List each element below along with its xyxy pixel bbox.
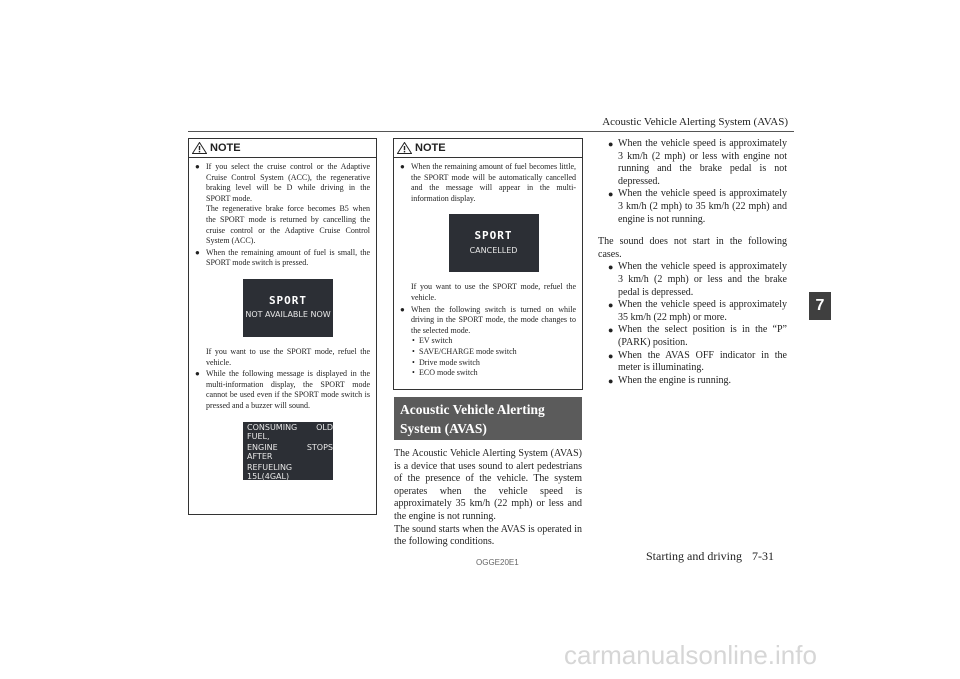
page-number: 7-31 [752,549,774,563]
display-message: NOT AVAILABLE NOW [245,310,331,320]
switch-item: • ECO mode switch [411,368,576,379]
section-heading-line: System (AVAS) [400,421,487,436]
note-item [195,248,370,368]
section-heading [394,397,582,440]
body-paragraph: The Acoustic Vehicle Alerting System (AVAS) is a device that uses sound to alert pedestrians of the presence of the vehicle. The system operates when the vehicle speed is approximately 35 km/h (22 mph) or less and the engine is not running. [394,448,582,522]
note-text: When the remaining amount of fuel is small, the SPORT mode switch is pressed. [206,247,370,268]
note-text: When the remaining amount of fuel becomes little, the SPORT mode will be automatically cancelled and the message will appear in the multi-information display. [411,162,576,203]
sport-mode-logo: SPORT [474,229,513,243]
header-rule [188,131,794,132]
note-item [195,369,370,479]
start-condition: ● When the vehicle speed is approximately 3 km/h (2 mph) to 35 km/h (22 mph) and engine is not running. [608,188,787,225]
display-message: CANCELLED [469,245,518,255]
note-header [394,139,582,158]
nostart-condition: ● When the select position is in the “P” (PARK) position. [608,324,787,348]
bullet-icon: ● [608,350,614,361]
note-text: If you want to use the SPORT mode, refuel the vehicle. [411,282,576,302]
right-column [598,138,787,387]
note-item [400,305,576,379]
bullet-icon: ● [195,162,200,171]
section-body [394,448,582,549]
body-paragraph: The sound starts when the AVAS is operated in the following conditions. [394,523,582,548]
footer-section-name: Starting and driving [646,549,742,563]
bullet-icon: ● [608,375,614,386]
nostart-condition: ● When the engine is running. [608,374,732,386]
note-text: If you select the cruise control or the Adaptive Cruise Control System (ACC), the regenerative braking level will be D while driving in the SPORT mode. [206,162,370,203]
display-not-available [243,279,333,337]
bullet-icon: ● [608,300,614,311]
bullet-icon: ● [608,262,614,273]
note-item [195,162,370,247]
switch-item: • EV switch [411,336,576,347]
doc-code: OGGE20E1 [476,558,519,567]
warning-icon [397,142,412,154]
nostart-condition: ● When the vehicle speed is approximately 3 km/h (2 mph) or less and the brake pedal is depressed. [608,261,787,298]
sport-mode-logo: SPORT [268,293,308,307]
nostart-condition: ● When the AVAS OFF indicator in the meter is illuminating. [608,349,787,374]
note-box-1 [188,138,377,515]
note-label: NOTE [210,142,241,154]
section-heading-line: Acoustic Vehicle Alerting [400,402,545,417]
body-paragraph: The sound does not start in the following cases. [598,236,787,260]
warning-icon [192,142,207,154]
note-item [400,162,576,304]
note-text: When the following switch is turned on while driving in the SPORT mode, the mode changes to the selected mode. [411,304,576,335]
chapter-tab: 7 [809,292,831,320]
switch-item: • Drive mode switch [411,358,576,369]
note-text: The regenerative brake force becomes B5 when the SPORT mode is returned by cancelling the cruise control or the Adaptive Cruise Control System (ACC). [206,204,370,246]
note-label: NOTE [415,142,446,154]
note-box-2 [393,138,583,390]
note-header [189,139,376,158]
start-condition: ● When the vehicle speed is approximately 3 km/h (2 mph) or less with engine not running and the brake pedal is not depressed. [608,138,787,187]
running-header: Acoustic Vehicle Alerting System (AVAS) [602,116,788,128]
bullet-icon: ● [195,247,200,257]
watermark[interactable]: carmanualsonline.info [564,640,817,670]
switch-list [411,336,576,378]
display-line: ENGINE STOPS AFTER [247,442,333,461]
switch-item: • SAVE/CHARGE mode switch [411,347,576,358]
display-line: CONSUMING OLD FUEL, [247,422,333,441]
display-cancelled [449,214,539,272]
bullet-icon: ● [608,139,614,149]
bullet-icon: ● [400,304,405,314]
note-text: While the following message is displayed in the multi-information display, the SPORT mode cannot be used even if the SPORT mode switch is pressed and a buzzer will sound. [206,369,370,410]
bullet-icon: ● [400,162,405,171]
bullet-icon: ● [608,325,614,336]
display-old-fuel [243,422,333,480]
bullet-icon: ● [195,369,200,379]
display-line: REFUELING 15L(4GAL) [247,462,293,481]
note-text: If you want to use the SPORT mode, refuel the vehicle. [206,346,370,367]
bullet-icon: ● [608,189,614,200]
nostart-condition: ● When the vehicle speed is approximately 35 km/h (22 mph) or more. [608,299,787,323]
